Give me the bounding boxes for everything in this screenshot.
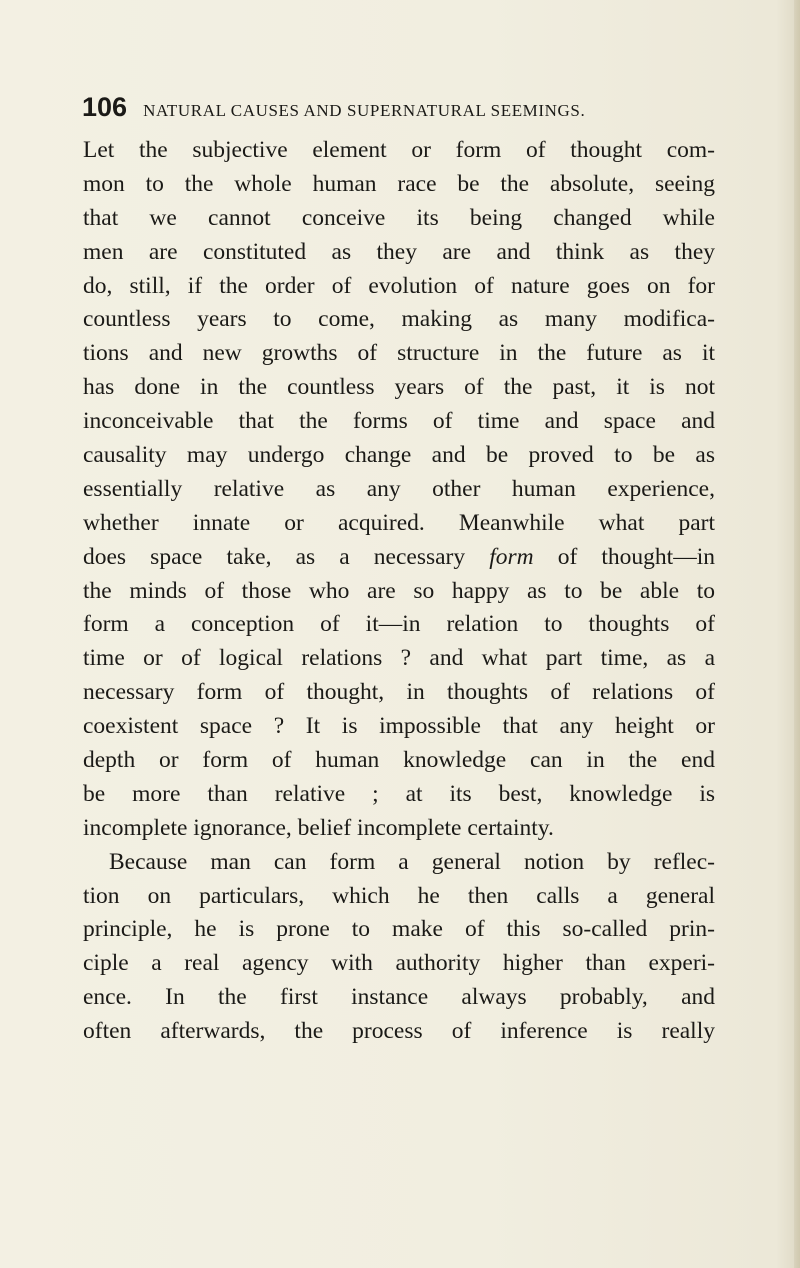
text-line: ence. In the first instance always probably, and bbox=[83, 984, 715, 1011]
text-line: has done in the countless years of the past, it is not bbox=[83, 374, 715, 401]
italic-word: form bbox=[489, 543, 534, 570]
text-line: mon to the whole human race be the absolute, seeing bbox=[83, 170, 715, 197]
text-line: tions and new growths of structure in the future as it bbox=[83, 340, 715, 367]
text-line: do, still, if the order of evolution of nature goes on for bbox=[83, 272, 715, 299]
text-line: Because man can form a general notion by reflec- bbox=[109, 848, 715, 875]
text-line: time or of logical relations ? and what part time, as a bbox=[83, 645, 715, 672]
running-title: NATURAL CAUSES AND SUPERNATURAL SEEMINGS. bbox=[143, 101, 586, 120]
text-line: form a conception of it—in relation to thoughts of bbox=[83, 611, 715, 638]
text-line: men are constituted as they are and think as they bbox=[83, 238, 715, 265]
text-line: countless years to come, making as many modifica- bbox=[83, 306, 715, 333]
text-line: Let the subjective element or form of thought com- bbox=[83, 137, 715, 163]
text-line: whether innate or acquired. Meanwhile what part bbox=[83, 509, 715, 536]
page-header bbox=[82, 92, 732, 126]
paragraph-1 bbox=[83, 134, 715, 846]
text-line: causality may undergo change and be proved to be as bbox=[83, 442, 715, 469]
page-number: 106 bbox=[82, 92, 128, 122]
text-line: principle, he is prone to make of this so-called prin- bbox=[83, 916, 715, 943]
body-text bbox=[83, 134, 715, 1049]
text-line: ciple a real agency with authority higher than experi- bbox=[83, 950, 715, 977]
text-line: coexistent space ? It is impossible that any height or bbox=[83, 713, 715, 740]
text-line: often afterwards, the process of inference is really bbox=[83, 1018, 715, 1045]
text-line: incomplete ignorance, belief incomplete certainty. bbox=[83, 814, 554, 841]
page-edge bbox=[794, 0, 800, 1268]
paragraph-2 bbox=[83, 846, 715, 1049]
text-line: be more than relative ; at its best, knowledge is bbox=[83, 780, 715, 807]
text-line: inconceivable that the forms of time and space and bbox=[83, 408, 715, 435]
text-line-with-italic: does space take, as a necessary form of thought—in bbox=[83, 543, 715, 570]
text-line: necessary form of thought, in thoughts of relations of bbox=[83, 679, 715, 706]
text-line: essentially relative as any other human experience, bbox=[83, 475, 715, 502]
text-line: tion on particulars, which he then calls a general bbox=[83, 882, 715, 909]
text-line: that we cannot conceive its being changed while bbox=[83, 204, 715, 231]
text-line: depth or form of human knowledge can in the end bbox=[83, 747, 715, 774]
text-line: the minds of those who are so happy as to be able to bbox=[83, 577, 715, 604]
